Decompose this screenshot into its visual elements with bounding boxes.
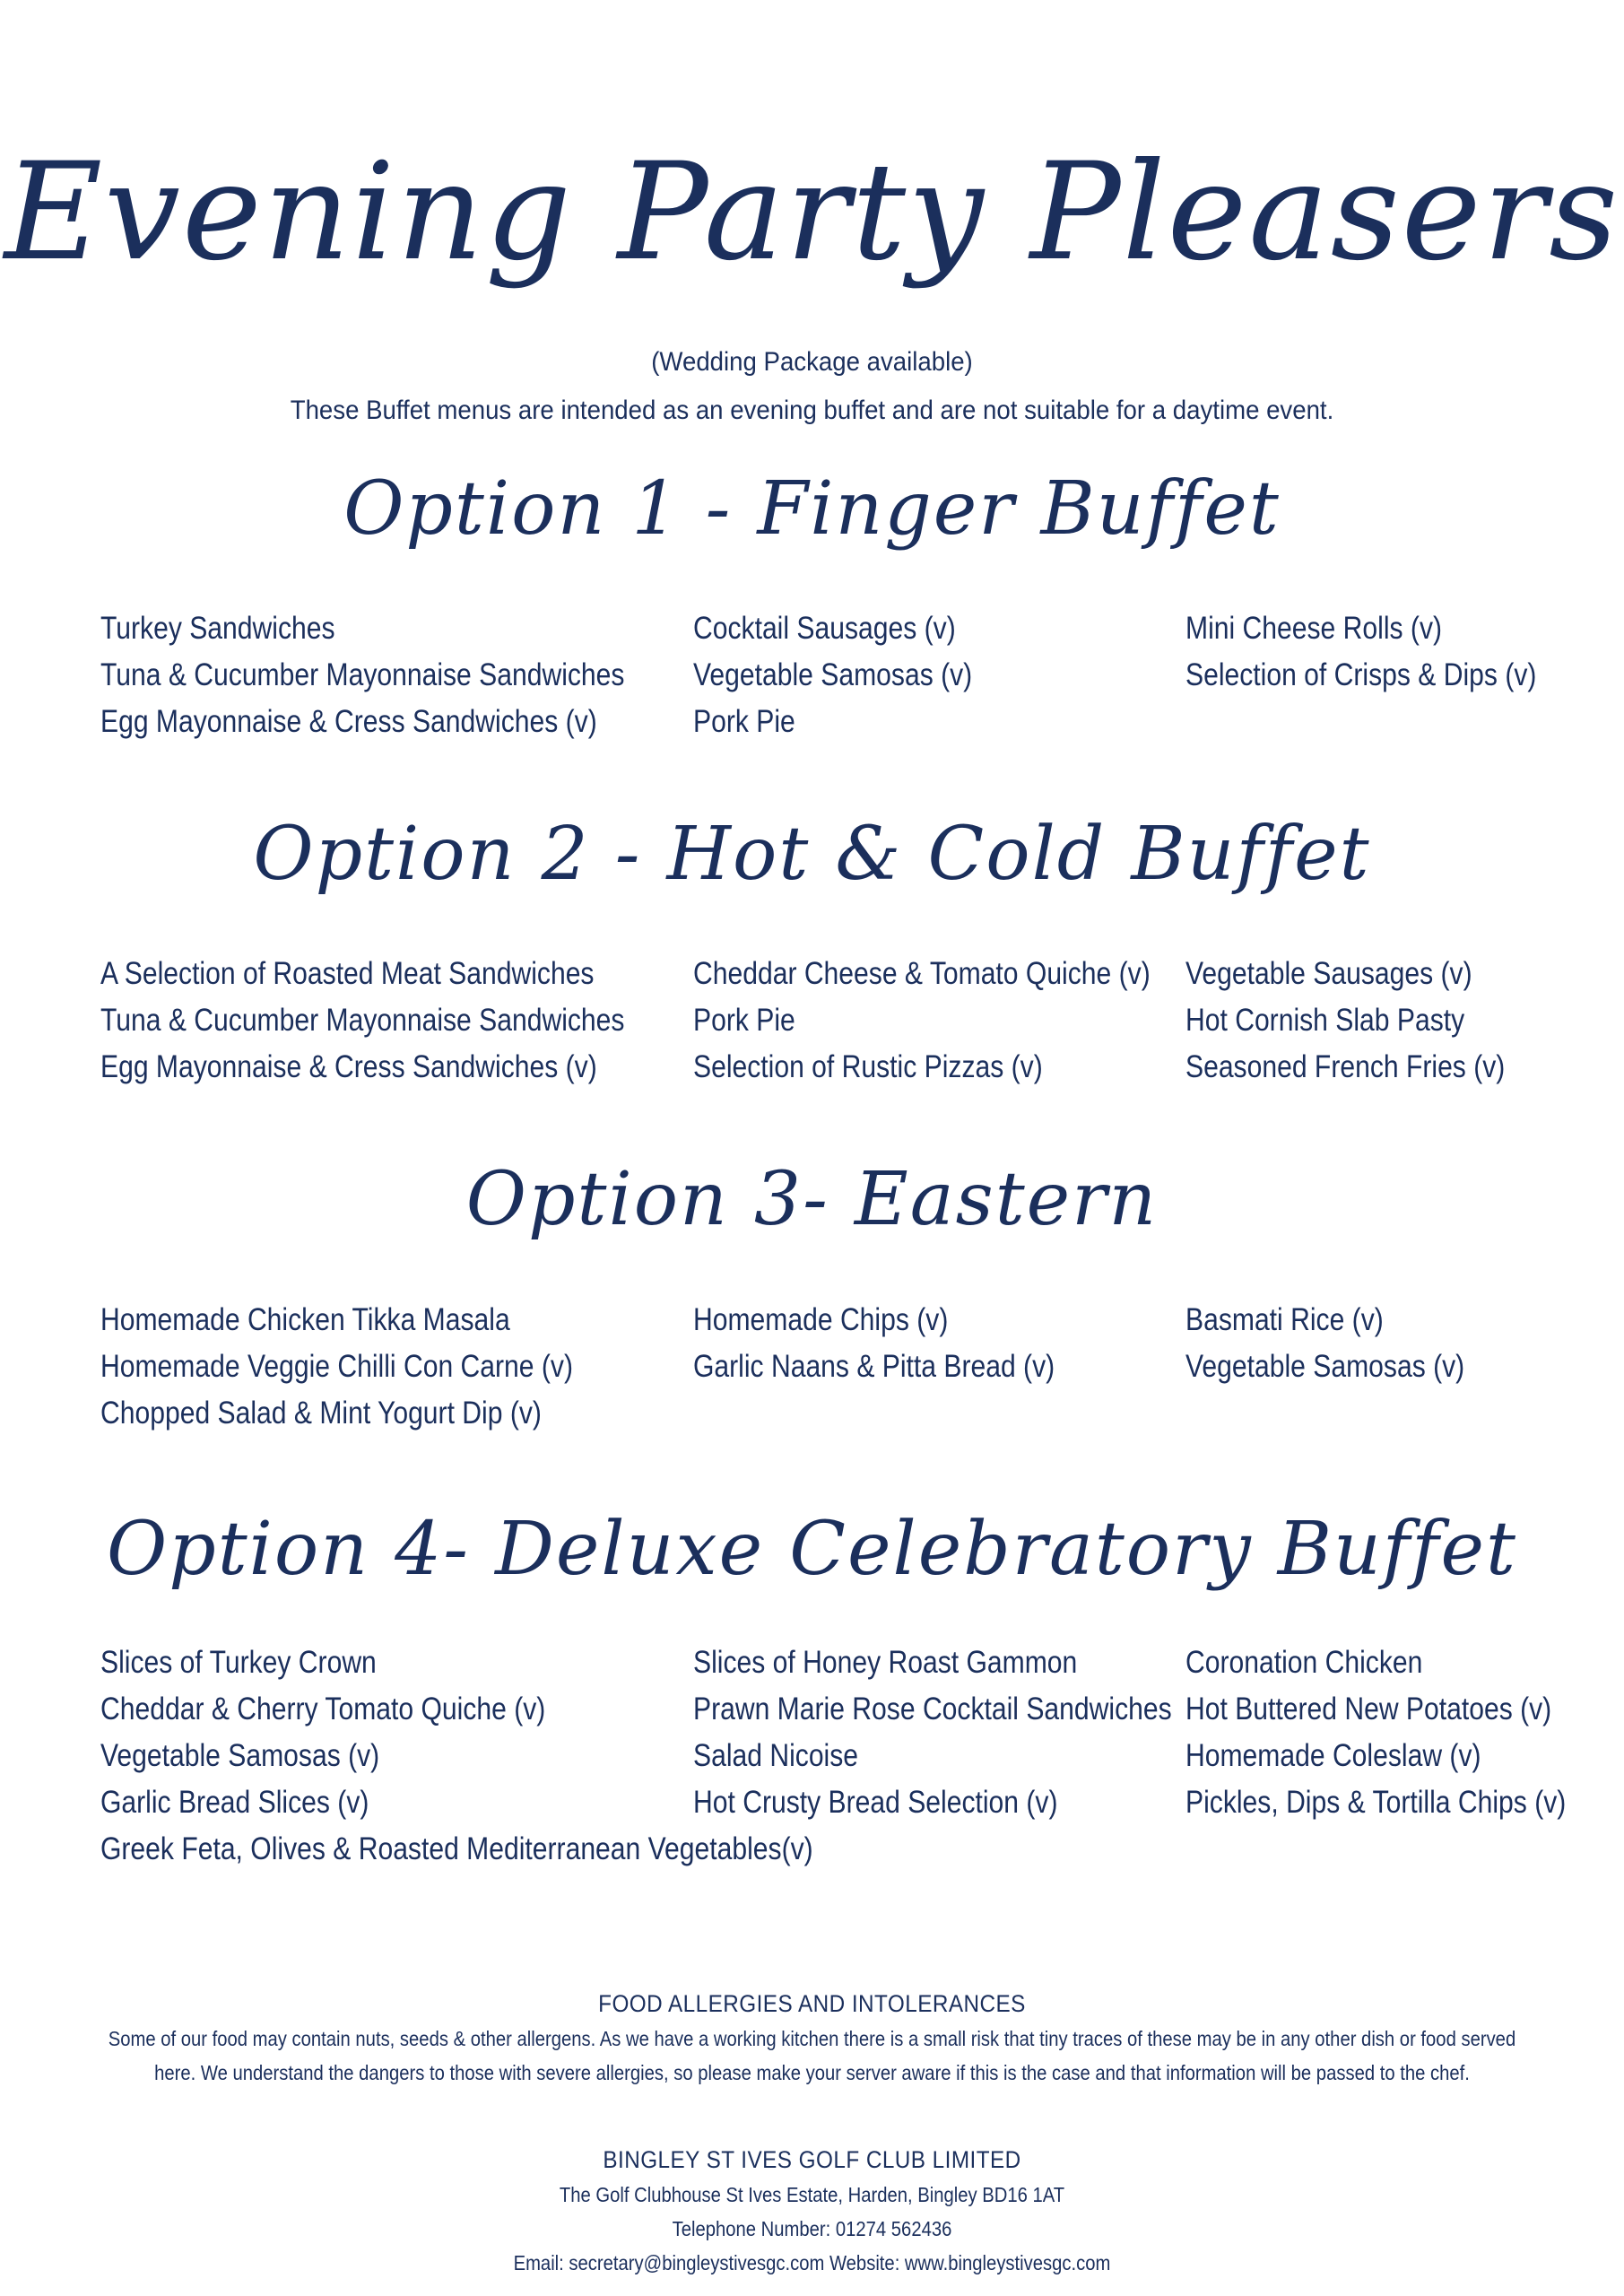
menu-item: Pickles, Dips & Tortilla Chips (v) <box>1185 1785 1567 1820</box>
menu-item: Cheddar & Cherry Tomato Quiche (v) <box>100 1692 546 1726</box>
menu-item: Hot Buttered New Potatoes (v) <box>1185 1692 1552 1726</box>
menu-item: Coronation Chicken <box>1185 1645 1423 1680</box>
menu-item: Garlic Naans & Pitta Bread (v) <box>693 1349 1055 1384</box>
option-3-column-3 <box>1185 1297 1624 1390</box>
menu-item: Slices of Turkey Crown <box>100 1645 377 1680</box>
menu-item: Mini Cheese Rolls (v) <box>1185 611 1443 646</box>
option-1-column-2 <box>693 605 1267 745</box>
menu-item: Cocktail Sausages (v) <box>693 611 956 646</box>
option-2-heading: Option 2 - Hot & Cold Buffet <box>253 812 1371 897</box>
menu-item: Cheddar Cheese & Tomato Quiche (v) <box>693 956 1151 991</box>
option-4-column-3 <box>1185 1639 1624 1826</box>
allergies-heading: FOOD ALLERGIES AND INTOLERANCES <box>598 1990 1026 2017</box>
menu-item: Hot Cornish Slab Pasty <box>1185 1003 1465 1038</box>
menu-item: Garlic Bread Slices (v) <box>100 1785 369 1820</box>
menu-item: Selection of Crisps & Dips (v) <box>1185 657 1537 692</box>
menu-item: Vegetable Sausages (v) <box>1185 956 1472 991</box>
menu-item: Homemade Chicken Tikka Masala <box>100 1302 510 1337</box>
allergies-section <box>0 1986 1624 2090</box>
option-4-heading: Option 4- Deluxe Celebratory Buffet <box>107 1507 1517 1592</box>
menu-item: Hot Crusty Bread Selection (v) <box>693 1785 1058 1820</box>
menu-item: Tuna & Cucumber Mayonnaise Sandwiches <box>100 657 625 692</box>
menu-item: Vegetable Samosas (v) <box>1185 1349 1465 1384</box>
menu-item: Pork Pie <box>693 1003 795 1038</box>
allergies-text-line-2: here. We understand the dangers to those with severe allergies, so please make your server aware if this is the case and that information will be passed to the chef. <box>154 2061 1470 2084</box>
menu-item: Pork Pie <box>693 704 795 739</box>
menu-item: Homemade Coleslaw (v) <box>1185 1738 1481 1773</box>
intro-buffet-note: These Buffet menus are intended as an evening buffet and are not suitable for a daytime event. <box>290 396 1334 425</box>
menu-item: Seasoned French Fries (v) <box>1185 1049 1506 1084</box>
club-contact: Email: secretary@bingleystivesgc.com Website: www.bingleystivesgc.com <box>513 2251 1111 2274</box>
menu-item: Homemade Chips (v) <box>693 1302 949 1337</box>
club-info <box>0 2142 1624 2280</box>
club-address: The Golf Clubhouse St Ives Estate, Harden, Bingley BD16 1AT <box>559 2183 1065 2206</box>
menu-item: Salad Nicoise <box>693 1738 859 1773</box>
club-name: BINGLEY ST IVES GOLF CLUB LIMITED <box>603 2146 1021 2173</box>
menu-item: Chopped Salad & Mint Yogurt Dip (v) <box>100 1396 542 1431</box>
menu-item: Prawn Marie Rose Cocktail Sandwiches <box>693 1692 1172 1726</box>
option-2-column-1 <box>100 951 674 1091</box>
menu-item: Egg Mayonnaise & Cress Sandwiches (v) <box>100 704 597 739</box>
option-4-column-1 <box>100 1639 674 1826</box>
option-1-heading: Option 1 - Finger Buffet <box>343 466 1281 552</box>
option-3-column-2 <box>693 1297 1267 1390</box>
option-1-column-1 <box>100 605 674 745</box>
menu-item: Egg Mayonnaise & Cress Sandwiches (v) <box>100 1049 597 1084</box>
menu-item: Selection of Rustic Pizzas (v) <box>693 1049 1043 1084</box>
option-3-column-1 <box>100 1297 674 1437</box>
menu-item: Turkey Sandwiches <box>100 611 335 646</box>
menu-item: Vegetable Samosas (v) <box>693 657 973 692</box>
option-2-column-2 <box>693 951 1267 1091</box>
option-2-column-3 <box>1185 951 1624 1091</box>
intro-wedding-note: (Wedding Package available) <box>651 347 973 377</box>
menu-item: Slices of Honey Roast Gammon <box>693 1645 1078 1680</box>
option-4-column-2 <box>693 1639 1267 1826</box>
option-1-column-3 <box>1185 605 1624 699</box>
menu-item: Tuna & Cucumber Mayonnaise Sandwiches <box>100 1003 625 1038</box>
page-title: Evening Party Pleasers <box>4 135 1620 291</box>
club-phone: Telephone Number: 01274 562436 <box>672 2217 952 2240</box>
menu-item: Vegetable Samosas (v) <box>100 1738 380 1773</box>
menu-item: Basmati Rice (v) <box>1185 1302 1384 1337</box>
allergies-text-line-1: Some of our food may contain nuts, seeds & other allergens. As we have a working kitchen there is a small risk that tiny traces of these may be in any other dish or food served <box>108 2027 1516 2050</box>
menu-item: A Selection of Roasted Meat Sandwiches <box>100 956 595 991</box>
option-3-heading: Option 3- Eastern <box>465 1157 1159 1242</box>
menu-item: Homemade Veggie Chilli Con Carne (v) <box>100 1349 573 1384</box>
option-4-extra-item: Greek Feta, Olives & Roasted Mediterranean Vegetables(v) <box>100 1831 813 1866</box>
